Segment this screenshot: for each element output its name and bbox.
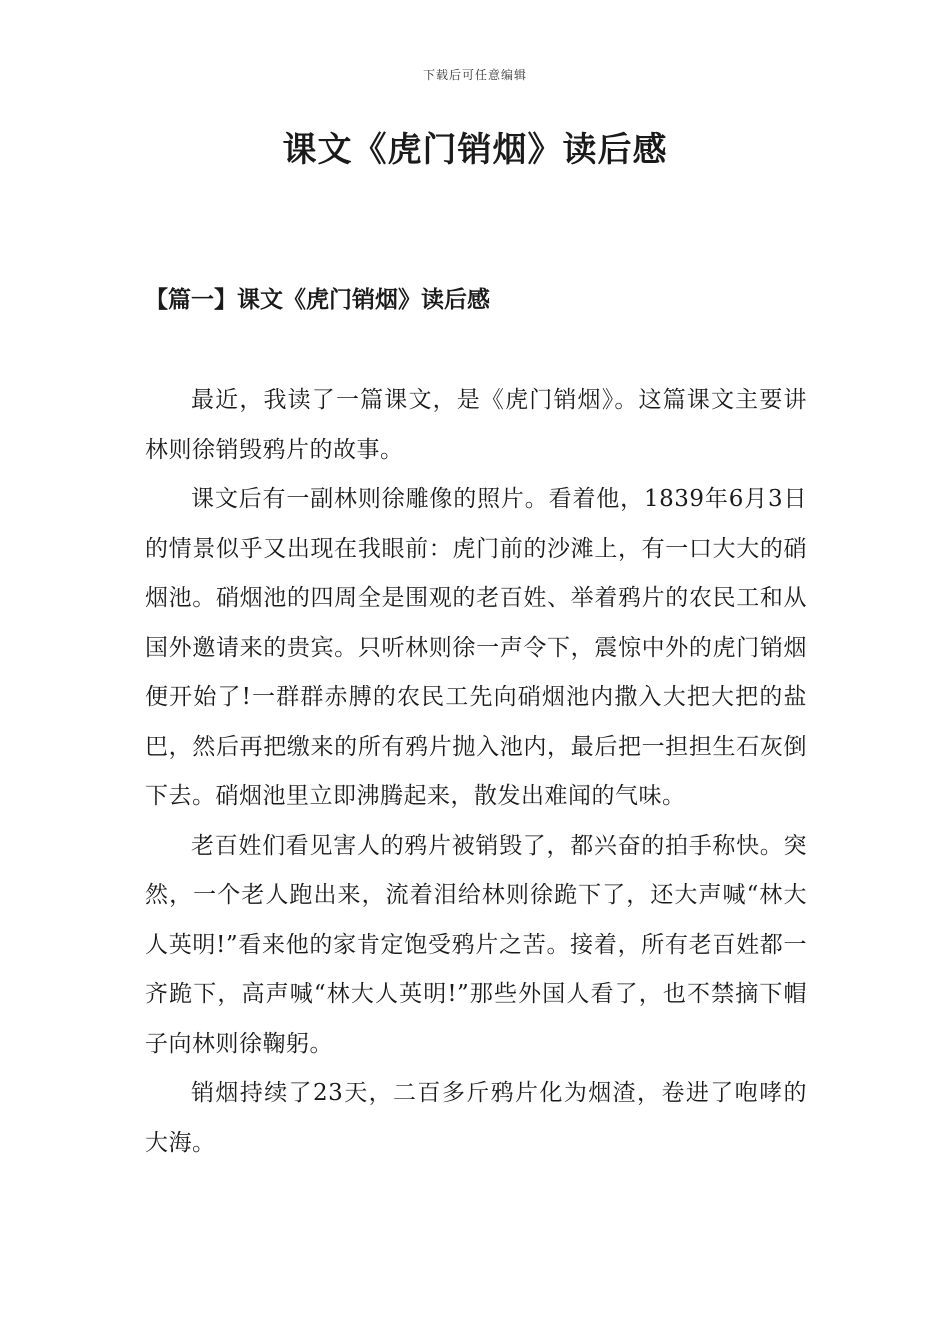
document-title: 课文《虎门销烟》读后感: [282, 130, 668, 170]
paragraph: 老百姓们看见害人的鸦片被销毁了，都兴奋的拍手称快。突然，一个老人跑出来，流着泪给林则徐跪下了，还大声喊“林大人英明!”看来他的家肯定饱受鸦片之苦。接着，所有老百姓都一齐跪下，高声喊“林大人英明!”那些外国人看了，也不禁摘下帽子向林则徐鞠躬。: [145, 832, 807, 1057]
section-heading: 【篇一】课文《虎门销烟》读后感: [145, 286, 490, 313]
header-note: 下载后可任意编辑: [422, 68, 527, 82]
document-body: [145, 376, 807, 1168]
paragraph: 最近，我读了一篇课文，是《虎门销烟》。这篇课文主要讲林则徐销毁鸦片的故事。: [145, 387, 807, 463]
paragraph: 课文后有一副林则徐雕像的照片。看着他，1839年6月3日的情景似乎又出现在我眼前：虎门前的沙滩上，有一口大大的硝烟池。硝烟池的四周全是围观的老百姓、举着鸦片的农民工和从国外邀请来的贵宾。只听林则徐一声令下，震惊中外的虎门销烟便开始了!一群群赤膊的农民工先向硝烟池内撒入大把大把的盐巴，然后再把缴来的所有鸦片抛入池内，最后把一担担生石灰倒下去。硝烟池里立即沸腾起来，散发出难闻的气味。: [145, 486, 807, 809]
paragraph: 销烟持续了23天，二百多斤鸦片化为烟渣，卷进了咆哮的大海。: [145, 1080, 807, 1156]
